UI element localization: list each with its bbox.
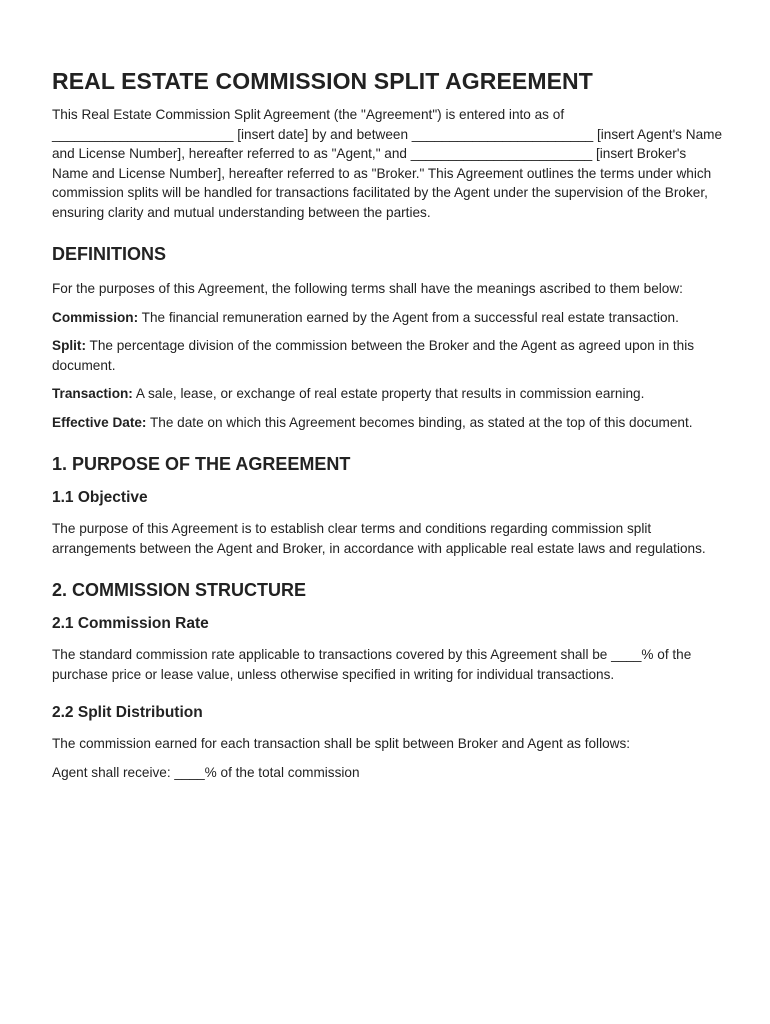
definition-effective-date xyxy=(52,413,722,433)
definition-transaction xyxy=(52,384,722,404)
definition-text: A sale, lease, or exchange of real estate property that results in commission earning. xyxy=(132,386,645,401)
definition-split xyxy=(52,336,722,375)
section-1-heading: 1. PURPOSE OF THE AGREEMENT xyxy=(52,454,351,474)
section-2-2-agent-line: Agent shall receive: ____% of the total commission xyxy=(52,764,360,780)
section-2-2-heading: 2.2 Split Distribution xyxy=(52,704,203,721)
definition-commission xyxy=(52,308,722,328)
document-page xyxy=(52,68,722,791)
definitions-heading: DEFINITIONS xyxy=(52,244,167,264)
definitions-lead: For the purposes of this Agreement, the following terms shall have the meanings ascribed to them below: xyxy=(52,281,683,296)
intro-paragraph: This Real Estate Commission Split Agreement (the "Agreement") is entered into as of ________________________ [insert date] by and between ________________________ [insert Agent's Name and License Number], hereafter referred to as "Agent," and ________________________ [insert Broker's Name and License Number], hereafter referred to as "Broker." This Agreement outlines the terms under which commission splits will be handled for transactions facilitated by the Agent under the supervision of the Broker, ensuring clarity and mutual understanding between the parties. xyxy=(52,107,723,220)
section-2-heading: 2. COMMISSION STRUCTURE xyxy=(52,580,307,600)
section-1-1-heading: 1.1 Objective xyxy=(52,489,148,506)
definition-term: Transaction: xyxy=(52,386,133,401)
definition-term: Commission: xyxy=(52,309,139,325)
section-2-1-heading: 2.1 Commission Rate xyxy=(52,615,209,632)
document-title: REAL ESTATE COMMISSION SPLIT AGREEMENT xyxy=(52,68,593,94)
definition-term: Split: xyxy=(52,338,86,353)
definition-text: The date on which this Agreement becomes binding, as stated at the top of this document. xyxy=(146,414,693,430)
definition-text: The percentage division of the commission between the Broker and the Agent as agreed upon in this document. xyxy=(52,338,695,373)
section-2-1-text: The standard commission rate applicable to transactions covered by this Agreement shall be ____% of the purchase price or lease value, unless otherwise specified in writing for individual transactions. xyxy=(52,647,692,682)
section-1-1-text: The purpose of this Agreement is to establish clear terms and conditions regarding commission split arrangements between the Agent and Broker, in accordance with applicable real estate laws and regulations. xyxy=(52,521,706,556)
definition-text: The financial remuneration earned by the Agent from a successful real estate transaction. xyxy=(138,309,679,325)
section-2-2-text: The commission earned for each transaction shall be split between Broker and Agent as follows: xyxy=(52,736,631,751)
definition-term: Effective Date: xyxy=(52,414,147,430)
